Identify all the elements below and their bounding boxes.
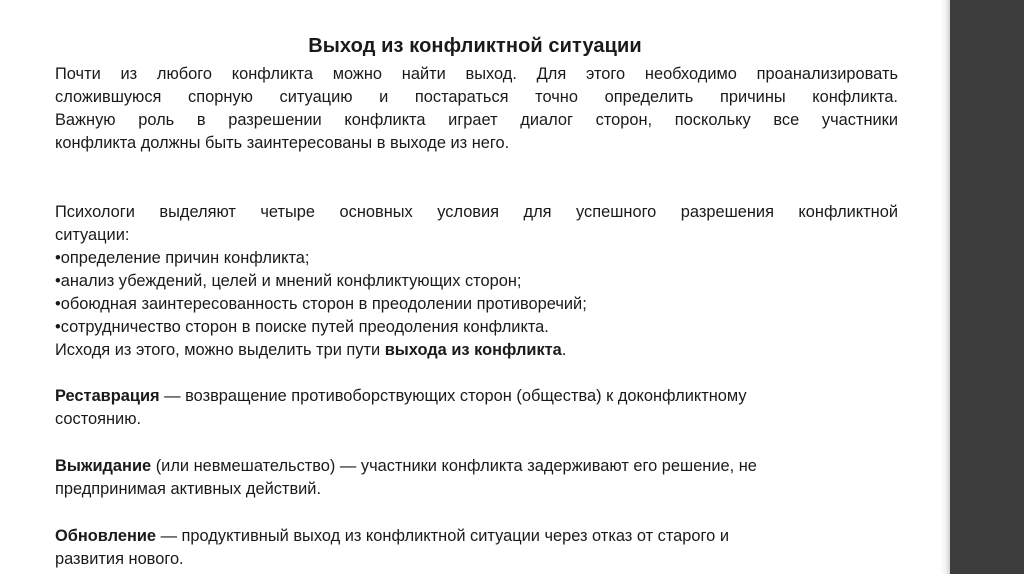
- conditions-conclusion: [55, 339, 898, 362]
- way-term: Реставрация: [55, 387, 160, 405]
- intro-line: конфликта должны быть заинтересованы в выходе из него.: [55, 134, 510, 152]
- conclusion-suffix: .: [561, 341, 567, 359]
- condition-item: •определение причин конфликта;: [55, 249, 310, 267]
- way-definition: — продуктивный выход из конфликтной ситуации через отказ от старого и: [156, 527, 729, 545]
- conditions-lead-line: ситуации:: [55, 226, 130, 244]
- way-waiting: [55, 455, 898, 501]
- way-definition: (или невмешательство) — участники конфликта задерживают его решение, не: [151, 457, 757, 475]
- intro-paragraph: [55, 63, 898, 155]
- way-definition: — возвращение противоборствующих сторон (общества) к доконфликтному: [159, 387, 747, 405]
- side-panel: [950, 0, 1024, 574]
- conclusion-bold: выхода из конфликта: [384, 341, 562, 359]
- way-restoration: [55, 385, 898, 431]
- way-term: Обновление: [55, 527, 157, 545]
- condition-item: •сотрудничество сторон в поиске путей преодоления конфликта.: [55, 318, 549, 336]
- condition-item: •анализ убеждений, целей и мнений конфликтующих сторон;: [55, 272, 522, 290]
- slide-edge-shadow: [940, 0, 950, 574]
- way-line: предпринимая активных действий.: [55, 480, 322, 498]
- intro-line: сложившуюся спорную ситуацию и постараться точно определить причины конфликта.: [55, 88, 898, 106]
- way-line: [55, 455, 898, 478]
- way-line: состоянию.: [55, 410, 142, 428]
- condition-item: •обоюдная заинтересованность сторон в преодолении противоречий;: [55, 295, 587, 313]
- intro-line: Важную роль в разрешении конфликта играет диалог сторон, поскольку все участники: [55, 111, 898, 129]
- way-line: [55, 525, 898, 548]
- conditions-lead-line: Психологи выделяют четыре основных условия для успешного разрешения конфликтной: [55, 203, 898, 221]
- way-renewal: [55, 525, 898, 571]
- intro-line: Почти из любого конфликта можно найти выход. Для этого необходимо проанализировать: [55, 65, 898, 83]
- way-term: Выжидание: [55, 457, 152, 475]
- conclusion-prefix: Исходя из этого, можно выделить три пути: [55, 341, 385, 359]
- slide-title: Выход из конфликтной ситуации: [308, 35, 642, 57]
- way-line: развития нового.: [55, 550, 184, 568]
- way-line: [55, 385, 898, 408]
- conditions-paragraph: [55, 201, 898, 362]
